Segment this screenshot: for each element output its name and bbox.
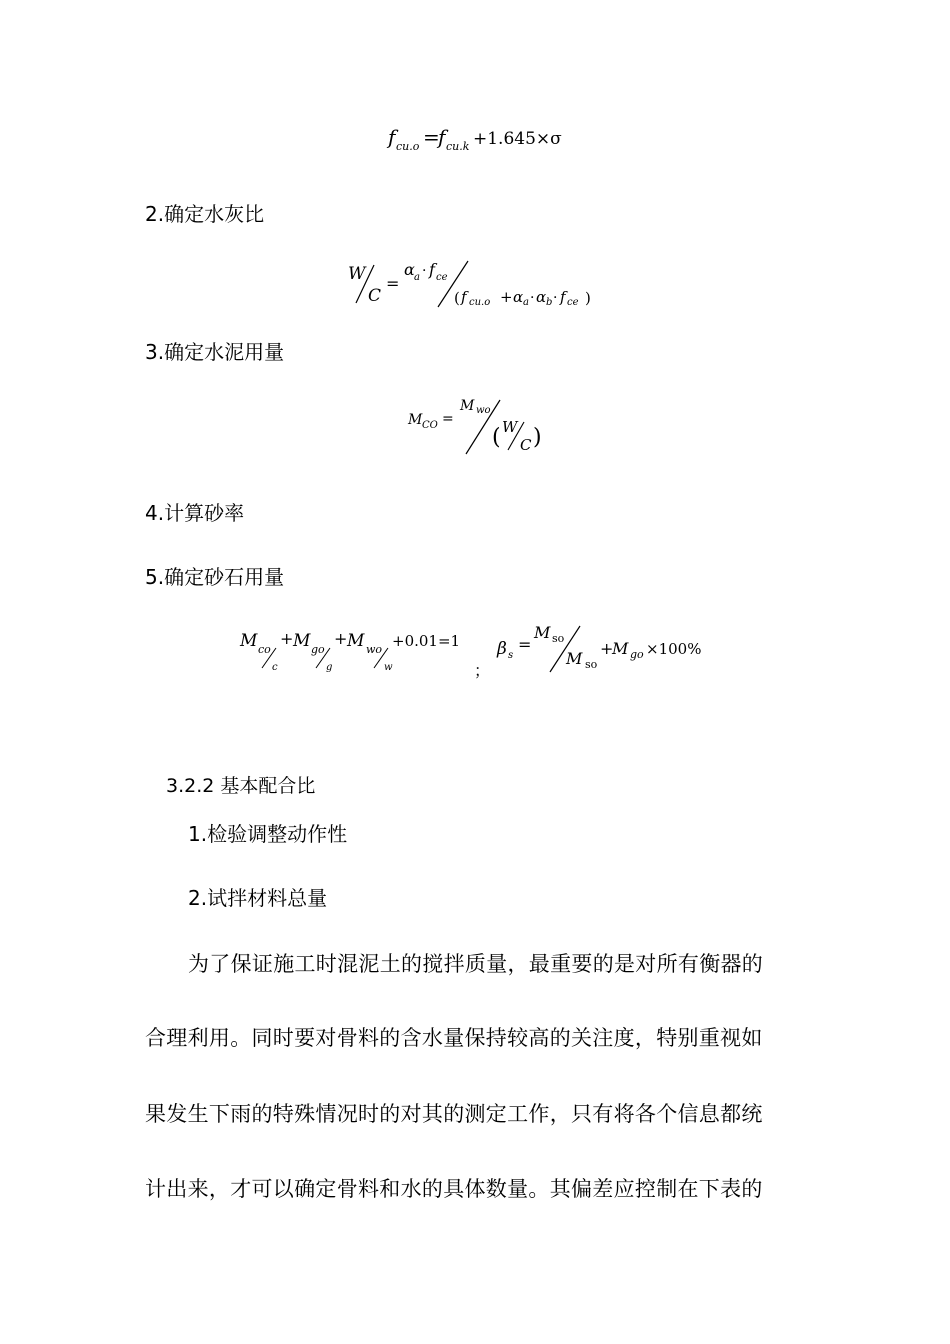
tail: +0.01=1 (392, 632, 461, 650)
paragraph-line-3: 果发生下雨的特殊情况时的对其的测定工作，只有将各个信息都统 (145, 1102, 763, 1126)
M-go: M (293, 631, 311, 651)
formula-eq: = (423, 125, 440, 149)
sub-ce: ce (436, 272, 448, 283)
plus: + (500, 288, 513, 306)
M-num: M (460, 398, 475, 414)
sub-so-den: so (585, 658, 598, 671)
rparen: ) (585, 289, 591, 307)
M: M (408, 412, 423, 428)
frac-W: W (348, 264, 366, 284)
lparen: ( (492, 425, 501, 450)
frac-C: C (368, 286, 382, 306)
formula-sub-cuo: cu.o (396, 140, 420, 153)
M-go-2: M (612, 639, 629, 658)
M-so: M (534, 623, 551, 642)
formula-sand-stone (232, 620, 722, 680)
formula-sub-cuk: cu.k (446, 140, 470, 153)
sub-b: b (546, 297, 553, 308)
rparen: ) (533, 425, 542, 450)
plus-1: + (280, 629, 294, 648)
formula-f2: f (438, 125, 446, 149)
sub-cuo: cu.o (469, 297, 491, 308)
M-wo: M (347, 631, 365, 651)
step-3-heading: 3.确定水泥用量 (145, 340, 285, 364)
lparen: ( (454, 289, 460, 307)
sub-c: c (272, 662, 278, 673)
beta: β (497, 639, 507, 659)
alpha: α (404, 260, 415, 279)
eq: = (518, 635, 532, 654)
eq: = (442, 411, 454, 427)
sub-CO: CO (422, 420, 438, 431)
M-so-den: M (566, 649, 583, 668)
sub-wo: wo (476, 405, 491, 416)
sub-so: so (552, 632, 565, 645)
formula-eq: = (386, 274, 400, 293)
sub-a2: a (523, 297, 529, 308)
step-2-heading: 2.确定水灰比 (145, 202, 265, 226)
sub-ce2: ce (567, 297, 579, 308)
formula-water-cement-ratio (340, 255, 630, 315)
sub-s: s (508, 650, 514, 661)
sub-a: a (414, 272, 420, 283)
section-label: 3.2.2 基本配合比 (166, 775, 316, 797)
sub-w: w (384, 662, 393, 673)
sub-item-1: 1.检验调整动作性 (188, 822, 348, 846)
step-4-heading: 4.计算砂率 (145, 501, 245, 525)
alpha-b: α (536, 288, 547, 306)
times: ×100% (646, 640, 702, 658)
paragraph-line-4: 计出来，才可以确定骨料和水的具体数量。其偏差应控制在下表的 (145, 1177, 763, 1201)
formula-cement-amount (400, 392, 570, 462)
dot: · (422, 263, 427, 279)
f-ce: f (560, 288, 566, 306)
sub-go: go (311, 643, 325, 656)
dot2: · (530, 290, 535, 306)
plus-3: + (600, 639, 614, 658)
sub-wo: wo (366, 643, 383, 656)
plus-2: + (334, 629, 348, 648)
f: f (429, 260, 435, 279)
paragraph-line-1: 为了保证施工时混泥土的搅拌质量，最重要的是对所有衡器的 (188, 952, 764, 976)
W: W (502, 418, 518, 436)
sub-go-2: go (630, 648, 644, 661)
paragraph-line-2: 合理利用。同时要对骨料的含水量保持较高的关注度，特别重视如 (145, 1026, 763, 1050)
dot3: · (553, 290, 558, 306)
f-den: f (461, 288, 467, 306)
formula-strength (380, 118, 580, 158)
M-co: M (240, 631, 258, 651)
sub-g: g (326, 662, 333, 673)
formula-rest: +1.645×σ (473, 129, 562, 149)
section-heading (166, 771, 315, 798)
semicolon: ； (474, 661, 491, 680)
step-5-heading: 5.确定砂石用量 (145, 565, 285, 589)
formula-f: f (388, 125, 396, 149)
sub-item-2: 2.试拌材料总量 (188, 886, 328, 910)
alpha-a: α (513, 288, 524, 306)
sub-co: co (258, 643, 271, 656)
C: C (520, 436, 532, 454)
